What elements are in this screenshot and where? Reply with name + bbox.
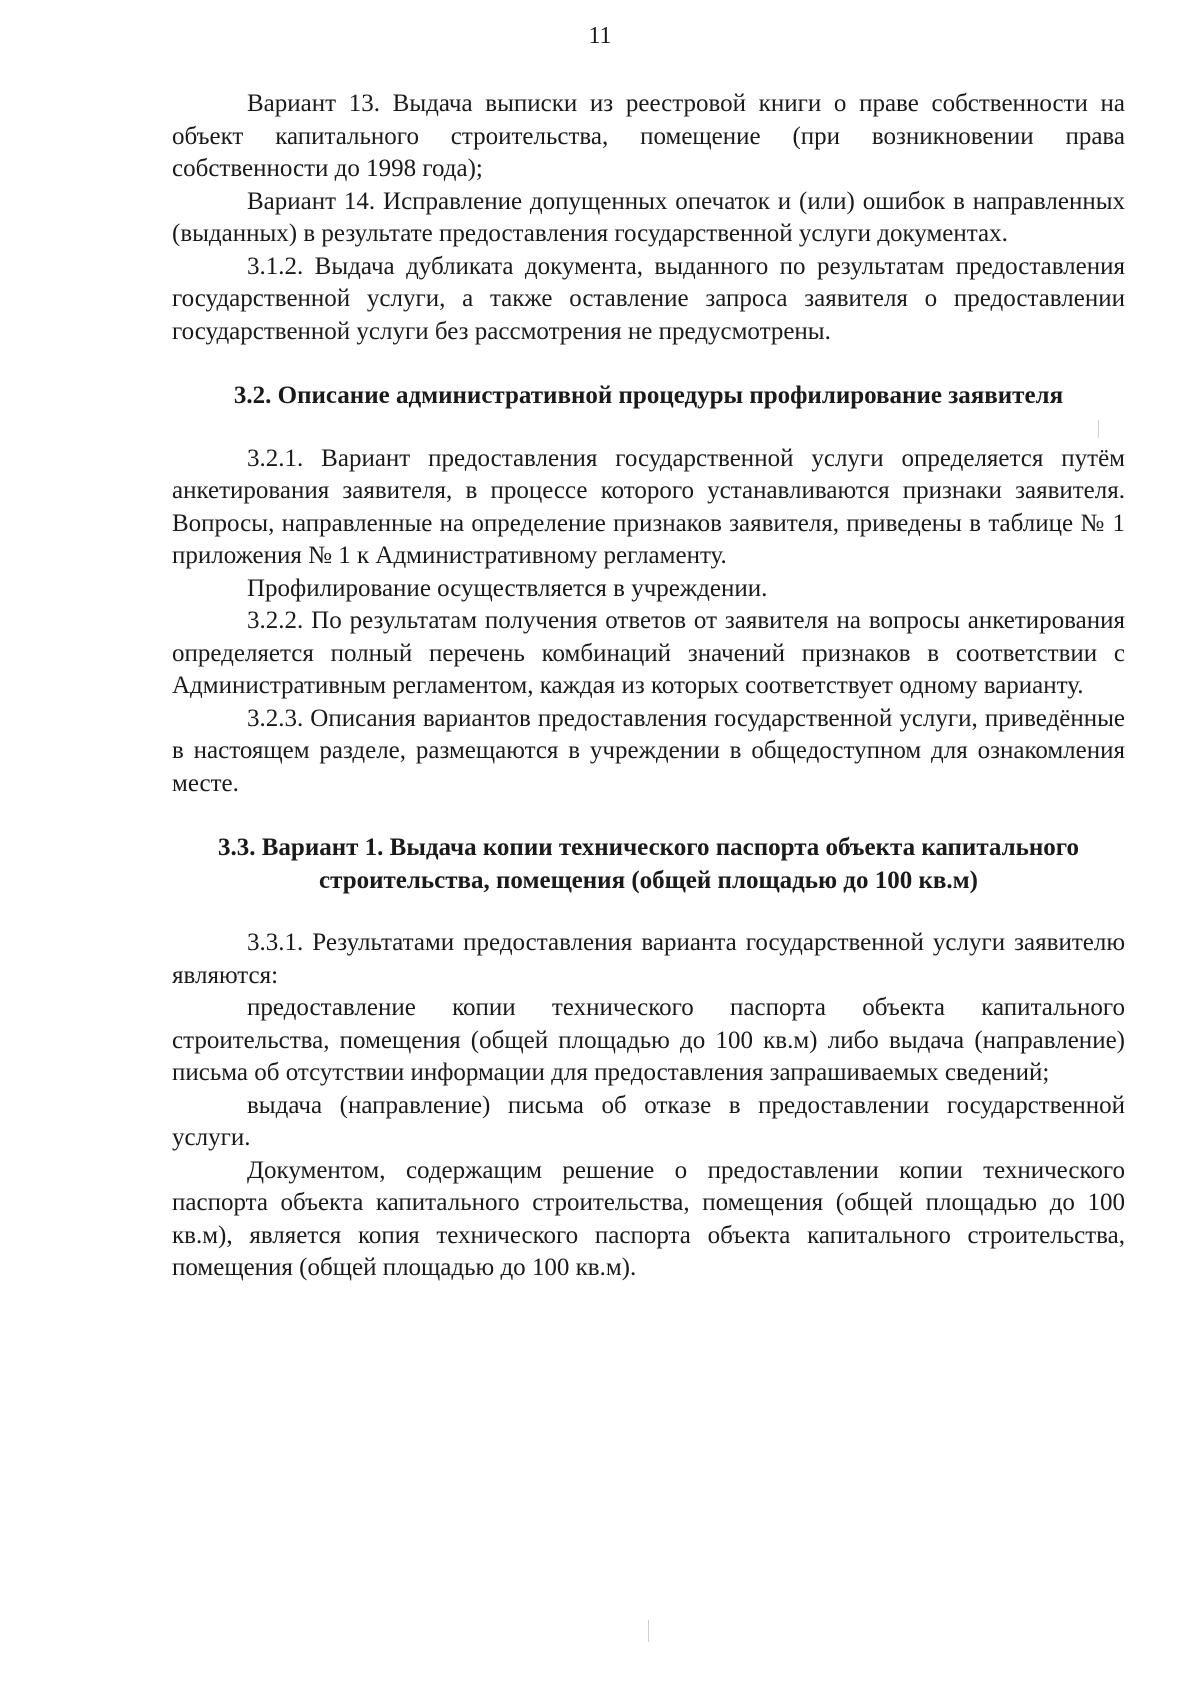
paragraph-3-2-1: 3.2.1. Вариант предоставления государственной услуги определяется путём анкетирования заявителя, в процессе которого устанавливаются признаки заявителя. Вопросы, направленные на определение признаков заявителя, приведены в таблице № 1 приложения № 1 к Административному регламенту. bbox=[172, 444, 1125, 569]
paragraph-result-refusal: выдача (направление) письма об отказе в предоставлении государственной услуги. bbox=[172, 1091, 1125, 1151]
spacer bbox=[172, 800, 1125, 832]
scan-artifact bbox=[648, 1620, 649, 1642]
paragraph-variant-13: Вариант 13. Выдача выписки из реестровой книги о праве собственности на объект капитального строительства, помещение (при возникновении права собственности до 1998 года); bbox=[172, 90, 1125, 182]
spacer bbox=[172, 897, 1125, 927]
page-number: 11 bbox=[588, 23, 612, 49]
scan-artifact bbox=[1098, 420, 1099, 438]
spacer bbox=[172, 413, 1125, 443]
paragraph-decision-document: Документом, содержащим решение о предоставлении копии технического паспорта объекта капитального строительства, помещения (общей площадью до 100 кв.м), является копия технического паспорта объекта капитального строительства, помещения (общей площадью до 100 кв.м). bbox=[172, 1156, 1125, 1281]
paragraph-3-2-3: 3.2.3. Описания вариантов предоставления государственной услуги, приведённые в настоящем разделе, размещаются в учреждении в общедоступном для ознакомления месте. bbox=[172, 704, 1125, 797]
section-heading-3-3: 3.3. Вариант 1. Выдача копии технического паспорта объекта капитального строительства, помещения (общей площадью до 100 кв.м) bbox=[217, 834, 1080, 894]
paragraph-profiling: Профилирование осуществляется в учреждении. bbox=[247, 574, 768, 602]
paragraph-3-3-1: 3.3.1. Результатами предоставления варианта государственной услуги заявителю являются: bbox=[172, 929, 1125, 989]
document-body bbox=[172, 88, 1125, 1285]
section-heading-3-2: 3.2. Описание административной процедуры профилирование заявителя bbox=[233, 382, 1064, 409]
paragraph-variant-14: Вариант 14. Исправление допущенных опечаток и (или) ошибок в направленных (выданных) в результате предоставления государственной услуги документах. bbox=[172, 187, 1125, 247]
spacer bbox=[172, 348, 1125, 380]
paragraph-result-copy: предоставление копии технического паспорта объекта капитального строительства, помещения (общей площадью до 100 кв.м) либо выдача (направление) письма об отсутствии информации для предоставления запрашиваемых сведений; bbox=[172, 994, 1125, 1086]
paragraph-3-1-2: 3.1.2. Выдача дубликата документа, выданного по результатам предоставления государственной услуги, а также оставление запроса заявителя о предоставлении государственной услуги без рассмотрения не предусмотрены. bbox=[172, 252, 1125, 345]
paragraph-3-2-2: 3.2.2. По результатам получения ответов от заявителя на вопросы анкетирования определяется полный перечень комбинаций значений признаков в соответствии с Административным регламентом, каждая из которых соответствует одному варианту. bbox=[172, 607, 1125, 699]
